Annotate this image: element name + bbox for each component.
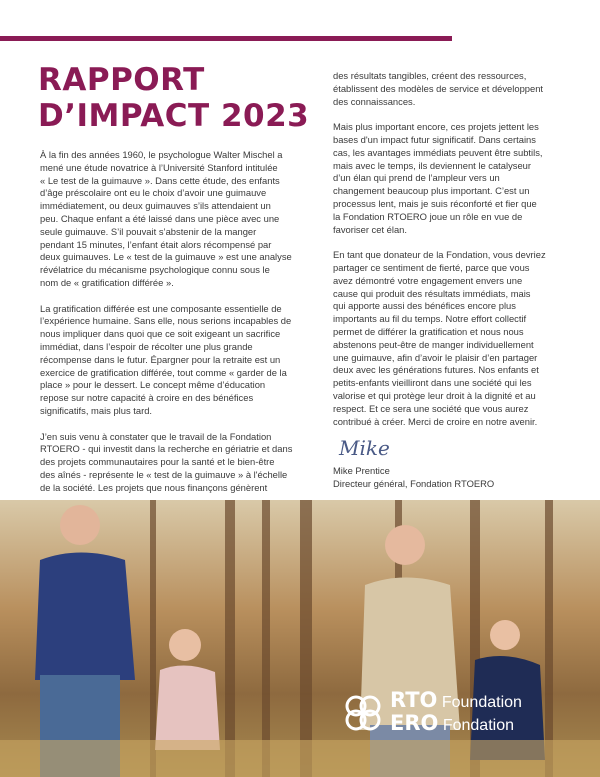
title-line-2: D’IMPACT 2023 — [38, 98, 310, 134]
signer-title: Directeur général, Fondation RTOERO — [333, 477, 495, 489]
paragraph: des résultats tangibles, créent des ressources, établissent des modèles de service et développent des connaissances. — [333, 70, 544, 107]
paragraph: En tant que donateur de la Fondation, vous devriez partager ce sentiment de fierté, parce que vous avez démontré votre engagement envers une cause qui produit des résultats immédiats, mais qui apporte aussi des bénéfices encore plus importants au fil du temps. Notre effort collectif permet de différer la gratification et nous nous abstenons peut-être de manger individuellement une guimauve, afin d’avoir le plaisir d’en partager deux avec les générations futures. Nos enfants et petits-enfants vieilliront dans une société qui les valorise et qui protège leur droit à la dignité et au respect. Et ce sera une société que vous aurez contribué à créer. Merci de croire en notre avenir. — [333, 249, 546, 427]
page-title — [38, 62, 309, 134]
logo-fondation: Fondation — [442, 717, 514, 734]
top-accent-bar — [0, 36, 452, 41]
paragraph: À la fin des années 1960, le psychologue Walter Mischel a mené une étude novatrice à l’Université Stanford intitulée « Le test de la guimauve ». Dans cette étude, des enfants d’âge préscolaire ont eu le choix d’avoir une guimauve immédiatement, ou deux guimauves s’ils attendaient un peu. Chaque enfant a été laissé dans une pièce avec une seule guimauve. S’il pouvait s’abstenir de la manger pendant 15 minutes, l’enfant était alors récompensé par deux guimauves. Le « test de la guimauve » est une analyse révélatrice du mécanisme psychologique connu sous le nom de « gratification différée ». — [40, 149, 292, 288]
title-line-1: RAPPORT — [38, 62, 205, 98]
paragraph: La gratification différée est une composante essentielle de l’expérience humaine. Sans elle, nous serions incapables de nous impliquer dans quoi que ce soit exigeant un sacrifice immédiat, dans l’espoir de récolter une plus grande récompense dans le futur. Épargner pour la retraite est un exercice de gratification différée, tout comme « garder de la place » pour le dessert. Le concept même d’éducation repose sur notre capacité à croire en des bénéfices significatifs, mais plus tard. — [40, 302, 292, 416]
signer-name: Mike Prentice — [333, 465, 390, 477]
paragraph: J’en suis venu à constater que le travail de la Fondation RTOERO - qui investit dans la recherche en gériatrie et dans des projets communautaires pour la santé et le bien-être des aînés - représente le « test de la guimauve » à l'échelle de la société. Les projets que nous finançons génèrent — [40, 430, 293, 493]
logo-rto: RTO — [390, 688, 438, 712]
logo-foundation: Foundation — [441, 694, 522, 711]
right-column — [333, 70, 595, 491]
logo-ero: ERO — [390, 711, 439, 735]
rtoero-logo-icon — [342, 692, 384, 734]
paragraph: Mais plus important encore, ces projets jettent les bases d'un impact futur significatif. Dans certains cas, les avantages immédiats peuvent être subtils, mais avec le temps, ils deviennent le catalyseur d’un élan qui prend de l’ampleur vers un changement beaucoup plus important. C’est un processus lent, mais je suis réconforté et fier que la Fondation RTOERO joue un rôle en vue de favoriser cet élan. — [333, 121, 543, 235]
rtoero-foundation-logo — [342, 690, 522, 736]
signature: Mike — [339, 436, 390, 461]
left-column — [40, 149, 315, 507]
